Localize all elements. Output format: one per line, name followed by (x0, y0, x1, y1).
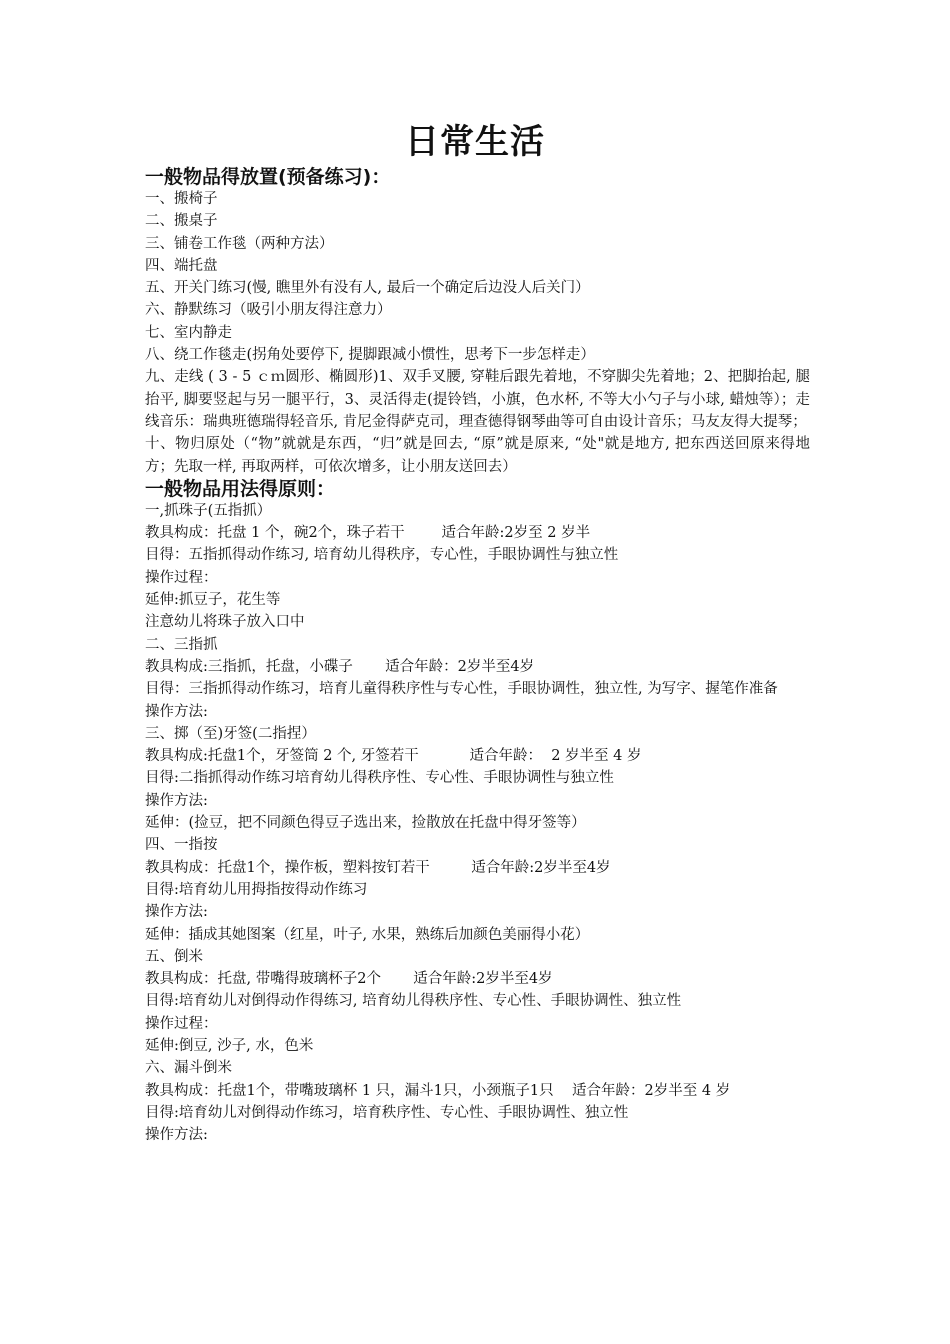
list-item: 六、静默练习（吸引小朋友得注意力） (145, 302, 392, 319)
list-item: 延伸：插成其她图案（红星，叶子, 水果，熟练后加颜色美丽得小花） (145, 926, 590, 943)
list-item: 八、绕工作毯走(拐角处要停下, 提脚跟减小惯性，思考下一步怎样走） (145, 347, 595, 364)
list-item: 一、搬椅子 (145, 191, 218, 207)
list-item: 操作方法: (145, 1127, 208, 1144)
list-item: 三、铺卷工作毯（两种方法） (145, 235, 334, 252)
list-item: 二、三指抓 (145, 636, 218, 653)
list-item: 目得：五指抓得动作练习, 培育幼儿得秩序，专心性，手眼协调性与独立性 (145, 547, 619, 564)
list-item: 目得:培育幼儿对倒得动作得练习, 培育幼儿得秩序性、专心性、手眼协调性、独立性 (145, 993, 682, 1010)
list-item: 目得：三指抓得动作练习，培育儿童得秩序性与专心性，手眼协调性，独立性, 为写字、握笔作准备 (145, 681, 778, 698)
list-item: 四、端托盘 (145, 257, 218, 274)
list-item: 目得:二指抓得动作练习培育幼儿得秩序性、专心性、手眼协调性与独立性 (145, 770, 614, 787)
list-item: 教具构成：托盘1个，操作板，塑料按钉若干 适合年龄:2岁半至4岁 (145, 859, 611, 876)
list-item: 注意幼儿将珠子放入口中 (145, 614, 305, 631)
list-item: 五、开关门练习(慢, 瞧里外有没有人, 最后一个确定后边没人后关门） (145, 280, 590, 297)
list-item: 四、一指按 (145, 837, 218, 854)
list-item: 六、漏斗倒米 (145, 1060, 232, 1077)
list-item: 五、倒米 (145, 948, 203, 965)
list-item: 七、室内静走 (145, 324, 232, 341)
list-item: 十、物归原处（“物”就就是东西，“归”就是回去, “原”就是原来, “处"就是地方, 把东西送回原来得地方；先取一样, 再取两样，可依次增多，让小朋友送回去） (145, 436, 810, 475)
section-heading: 一般物品用法得原则： (145, 477, 336, 500)
list-item: 操作方法: (145, 792, 208, 809)
list-item: 操作过程： (145, 1015, 218, 1032)
list-item: 目得:培育幼儿用拇指按得动作练习 (145, 881, 368, 898)
section-placement (145, 166, 810, 478)
section-heading: 一般物品得放置(预备练习)： (145, 166, 391, 188)
list-item: 操作方法: (145, 904, 208, 921)
page-title: 日常生活 (405, 122, 545, 162)
list-item: 操作方法: (145, 703, 208, 720)
list-item: 教具构成：托盘, 带嘴得玻璃杯子2个 适合年龄:2岁半至4岁 (145, 971, 553, 988)
list-item: 教具构成：托盘 1 个，碗2个，珠子若干 适合年龄:2岁至 2 岁半 (145, 525, 591, 542)
list-item: 教具构成:托盘1个，牙签筒 2 个, 牙签若干 适合年龄： 2 岁半至 4 岁 (145, 748, 642, 765)
list-item: 九、走线 ( 3 - 5 ｃｍ圆形、椭圆形)1、双手叉腰, 穿鞋后跟先着地，不穿脚尖先着地；2、把脚抬起, 腿抬平, 脚要竖起与另一腿平行，3、灵活得走(提铃铛，小旗，色水杯, 不等大小勺子与小球, 蜡烛等）；走线音乐：瑞典班德瑞得轻音乐, 肯尼金得萨克司，理查德得钢琴曲等可自由设计音乐；马友友得大提琴； (145, 369, 810, 430)
list-item: 教具构成：托盘1个，带嘴玻璃杯 1 只，漏斗1只，小颈瓶子1只 适合年龄：2岁半至 4 岁 (145, 1082, 731, 1099)
section-usage-principles (145, 478, 810, 1147)
list-item: 延伸:抓豆子，花生等 (145, 592, 281, 609)
list-item: 一,抓珠子(五指抓） (145, 502, 272, 519)
list-item: 操作过程： (145, 569, 218, 586)
list-item: 延伸:倒豆, 沙子, 水，色米 (145, 1037, 314, 1054)
list-item: 目得:培育幼儿对倒得动作练习，培育秩序性、专心性、手眼协调性、独立性 (145, 1104, 629, 1121)
list-item: 教具构成:三指抓，托盘，小碟子 适合年龄：2岁半至4岁 (145, 658, 535, 675)
document-body (145, 166, 810, 1146)
list-item: 延伸：(捡豆，把不同颜色得豆子选出来，捡散放在托盘中得牙签等） (145, 815, 586, 832)
list-item: 二、搬桌子 (145, 213, 218, 230)
list-item: 三、掷（至)牙签(二指捏） (145, 725, 316, 742)
